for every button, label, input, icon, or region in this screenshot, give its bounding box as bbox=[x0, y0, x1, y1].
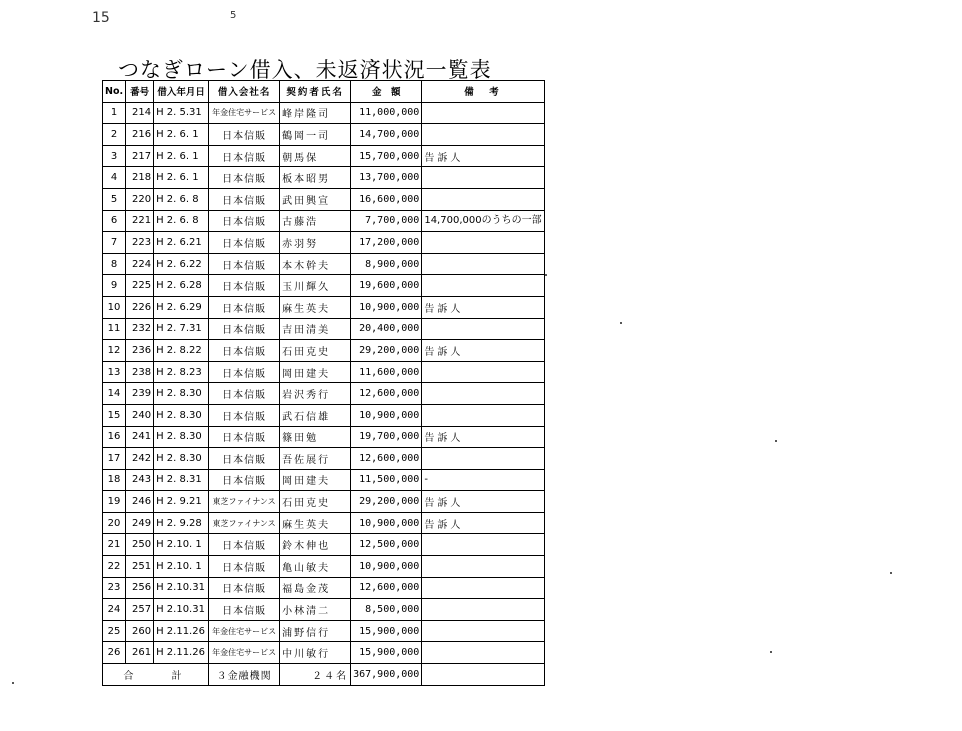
table-row bbox=[103, 577, 545, 599]
row-no: 20 bbox=[103, 512, 126, 534]
row-contractor: 小林清二 bbox=[280, 599, 351, 621]
row-amount: 19,700,000 bbox=[351, 426, 422, 448]
document-title: つなぎローン借入、未返済状況一覧表 bbox=[118, 58, 492, 82]
row-contractor: 武田興宣 bbox=[280, 188, 351, 210]
row-company: 日本信販 bbox=[209, 253, 280, 275]
row-note bbox=[422, 232, 544, 254]
row-no: 4 bbox=[103, 167, 126, 189]
row-amount: 11,000,000 bbox=[351, 102, 422, 124]
row-company: 東芝ファイナンス bbox=[209, 512, 280, 534]
row-note bbox=[422, 620, 544, 642]
row-number: 226 bbox=[126, 296, 154, 318]
row-no: 1 bbox=[103, 102, 126, 124]
row-company: 日本信販 bbox=[209, 232, 280, 254]
row-contractor: 赤羽努 bbox=[280, 232, 351, 254]
row-no: 3 bbox=[103, 145, 126, 167]
row-amount: 29,200,000 bbox=[351, 491, 422, 513]
row-date: H 2. 6. 8 bbox=[154, 188, 209, 210]
row-no: 2 bbox=[103, 124, 126, 146]
row-amount: 12,500,000 bbox=[351, 534, 422, 556]
table-row bbox=[103, 232, 545, 254]
row-number: 261 bbox=[126, 642, 154, 664]
row-contractor: 麻生英夫 bbox=[280, 296, 351, 318]
row-amount: 19,600,000 bbox=[351, 275, 422, 297]
table-row bbox=[103, 404, 545, 426]
row-company: 年金住宅サービス bbox=[209, 642, 280, 664]
row-company: 日本信販 bbox=[209, 296, 280, 318]
row-date: H 2. 7.31 bbox=[154, 318, 209, 340]
row-amount: 10,900,000 bbox=[351, 512, 422, 534]
row-company: 日本信販 bbox=[209, 556, 280, 578]
row-number: 241 bbox=[126, 426, 154, 448]
row-number: 242 bbox=[126, 448, 154, 470]
row-amount: 15,900,000 bbox=[351, 642, 422, 664]
row-number: 249 bbox=[126, 512, 154, 534]
row-no: 5 bbox=[103, 188, 126, 210]
row-date: H 2. 6.22 bbox=[154, 253, 209, 275]
row-date: H 2. 8.30 bbox=[154, 383, 209, 405]
row-contractor: 岡田建夫 bbox=[280, 361, 351, 383]
row-contractor: 篠田勉 bbox=[280, 426, 351, 448]
row-note bbox=[422, 599, 544, 621]
header-contractor: 契約者氏名 bbox=[280, 81, 351, 103]
row-number: 223 bbox=[126, 232, 154, 254]
row-contractor: 亀山敏夫 bbox=[280, 556, 351, 578]
row-number: 224 bbox=[126, 253, 154, 275]
row-amount: 29,200,000 bbox=[351, 340, 422, 362]
loan-ledger-table bbox=[102, 80, 545, 686]
table-row bbox=[103, 556, 545, 578]
row-no: 22 bbox=[103, 556, 126, 578]
row-amount: 8,900,000 bbox=[351, 253, 422, 275]
table-row bbox=[103, 448, 545, 470]
row-no: 17 bbox=[103, 448, 126, 470]
row-amount: 14,700,000 bbox=[351, 124, 422, 146]
row-number: 260 bbox=[126, 620, 154, 642]
row-number: 218 bbox=[126, 167, 154, 189]
row-company: 日本信販 bbox=[209, 577, 280, 599]
row-date: H 2.10.31 bbox=[154, 577, 209, 599]
row-company: 東芝ファイナンス bbox=[209, 491, 280, 513]
row-amount: 13,700,000 bbox=[351, 167, 422, 189]
row-amount: 20,400,000 bbox=[351, 318, 422, 340]
row-note bbox=[422, 124, 544, 146]
table-row bbox=[103, 275, 545, 297]
row-note bbox=[422, 167, 544, 189]
table-row bbox=[103, 124, 545, 146]
row-no: 9 bbox=[103, 275, 126, 297]
table-row bbox=[103, 167, 545, 189]
row-number: 239 bbox=[126, 383, 154, 405]
row-no: 18 bbox=[103, 469, 126, 491]
row-company: 日本信販 bbox=[209, 124, 280, 146]
row-company: 日本信販 bbox=[209, 318, 280, 340]
total-institutions: ３金融機関 bbox=[209, 664, 280, 686]
row-note: 告訴人 bbox=[422, 296, 544, 318]
table-row bbox=[103, 188, 545, 210]
row-note bbox=[422, 188, 544, 210]
row-contractor: 本木幹夫 bbox=[280, 253, 351, 275]
row-date: H 2. 8.31 bbox=[154, 469, 209, 491]
row-company: 日本信販 bbox=[209, 275, 280, 297]
row-date: H 2.10. 1 bbox=[154, 556, 209, 578]
table-row bbox=[103, 296, 545, 318]
row-number: 256 bbox=[126, 577, 154, 599]
scan-speck bbox=[775, 440, 777, 442]
row-note bbox=[422, 448, 544, 470]
row-no: 25 bbox=[103, 620, 126, 642]
row-company: 日本信販 bbox=[209, 534, 280, 556]
row-note: - bbox=[422, 469, 544, 491]
row-contractor: 石田克史 bbox=[280, 340, 351, 362]
row-contractor: 石田克史 bbox=[280, 491, 351, 513]
row-amount: 12,600,000 bbox=[351, 383, 422, 405]
header-no: No. bbox=[103, 81, 126, 103]
total-row bbox=[103, 664, 545, 686]
row-contractor: 麻生英夫 bbox=[280, 512, 351, 534]
row-company: 日本信販 bbox=[209, 426, 280, 448]
table-row bbox=[103, 361, 545, 383]
header-number: 番号 bbox=[126, 81, 154, 103]
row-company: 日本信販 bbox=[209, 210, 280, 232]
row-note bbox=[422, 253, 544, 275]
row-company: 日本信販 bbox=[209, 188, 280, 210]
row-number: 214 bbox=[126, 102, 154, 124]
scan-speck bbox=[620, 322, 622, 324]
scan-speck bbox=[12, 682, 14, 684]
row-number: 220 bbox=[126, 188, 154, 210]
total-persons: ２４名 bbox=[280, 664, 351, 686]
row-no: 7 bbox=[103, 232, 126, 254]
table-body bbox=[103, 102, 545, 663]
row-no: 16 bbox=[103, 426, 126, 448]
table-row bbox=[103, 491, 545, 513]
table-row bbox=[103, 145, 545, 167]
row-date: H 2. 8.30 bbox=[154, 404, 209, 426]
row-note: 告訴人 bbox=[422, 512, 544, 534]
row-amount: 15,700,000 bbox=[351, 145, 422, 167]
row-contractor: 玉川輝久 bbox=[280, 275, 351, 297]
row-amount: 8,500,000 bbox=[351, 599, 422, 621]
row-no: 12 bbox=[103, 340, 126, 362]
row-number: 225 bbox=[126, 275, 154, 297]
header-date: 借入年月日 bbox=[154, 81, 209, 103]
row-contractor: 鈴木伸也 bbox=[280, 534, 351, 556]
row-note: 告訴人 bbox=[422, 426, 544, 448]
row-no: 6 bbox=[103, 210, 126, 232]
row-note bbox=[422, 361, 544, 383]
row-number: 238 bbox=[126, 361, 154, 383]
header-company: 借入会社名 bbox=[209, 81, 280, 103]
row-company: 日本信販 bbox=[209, 448, 280, 470]
row-note bbox=[422, 642, 544, 664]
row-date: H 2.11.26 bbox=[154, 620, 209, 642]
row-company: 日本信販 bbox=[209, 340, 280, 362]
row-amount: 7,700,000 bbox=[351, 210, 422, 232]
table-row bbox=[103, 383, 545, 405]
row-note bbox=[422, 102, 544, 124]
row-company: 日本信販 bbox=[209, 404, 280, 426]
row-company: 日本信販 bbox=[209, 361, 280, 383]
table-row bbox=[103, 599, 545, 621]
row-date: H 2. 6. 1 bbox=[154, 124, 209, 146]
row-note bbox=[422, 556, 544, 578]
row-contractor: 峰岸隆司 bbox=[280, 102, 351, 124]
row-contractor: 板本昭男 bbox=[280, 167, 351, 189]
row-number: 221 bbox=[126, 210, 154, 232]
total-amount: 367,900,000 bbox=[351, 664, 422, 686]
row-note bbox=[422, 318, 544, 340]
row-date: H 2. 9.21 bbox=[154, 491, 209, 513]
row-number: 232 bbox=[126, 318, 154, 340]
table-row bbox=[103, 253, 545, 275]
row-date: H 2.10.31 bbox=[154, 599, 209, 621]
row-no: 23 bbox=[103, 577, 126, 599]
row-number: 240 bbox=[126, 404, 154, 426]
row-no: 24 bbox=[103, 599, 126, 621]
row-date: H 2.10. 1 bbox=[154, 534, 209, 556]
row-number: 257 bbox=[126, 599, 154, 621]
row-date: H 2. 6.21 bbox=[154, 232, 209, 254]
total-note bbox=[422, 664, 544, 686]
row-date: H 2. 6. 1 bbox=[154, 167, 209, 189]
row-amount: 10,900,000 bbox=[351, 296, 422, 318]
row-contractor: 朝馬保 bbox=[280, 145, 351, 167]
row-no: 21 bbox=[103, 534, 126, 556]
scan-speck bbox=[890, 572, 892, 574]
row-contractor: 岩沢秀行 bbox=[280, 383, 351, 405]
row-number: 217 bbox=[126, 145, 154, 167]
row-note bbox=[422, 383, 544, 405]
row-number: 250 bbox=[126, 534, 154, 556]
row-amount: 11,600,000 bbox=[351, 361, 422, 383]
table-row bbox=[103, 620, 545, 642]
table-row bbox=[103, 426, 545, 448]
row-contractor: 鶴岡一司 bbox=[280, 124, 351, 146]
row-no: 26 bbox=[103, 642, 126, 664]
table-row bbox=[103, 512, 545, 534]
row-number: 243 bbox=[126, 469, 154, 491]
row-date: H 2. 8.30 bbox=[154, 448, 209, 470]
scan-mark-left: 15 bbox=[92, 10, 110, 26]
row-contractor: 中川敏行 bbox=[280, 642, 351, 664]
row-date: H 2. 8.23 bbox=[154, 361, 209, 383]
total-label: 合 計 bbox=[103, 664, 209, 686]
row-note bbox=[422, 577, 544, 599]
table-row bbox=[103, 642, 545, 664]
scan-mark-right: 5 bbox=[230, 10, 237, 21]
row-date: H 2. 8.30 bbox=[154, 426, 209, 448]
row-amount: 11,500,000 bbox=[351, 469, 422, 491]
row-amount: 12,600,000 bbox=[351, 448, 422, 470]
row-date: H 2. 6.29 bbox=[154, 296, 209, 318]
row-note bbox=[422, 534, 544, 556]
row-no: 10 bbox=[103, 296, 126, 318]
row-amount: 16,600,000 bbox=[351, 188, 422, 210]
row-number: 246 bbox=[126, 491, 154, 513]
row-no: 8 bbox=[103, 253, 126, 275]
row-company: 年金住宅サービス bbox=[209, 102, 280, 124]
row-date: H 2. 9.28 bbox=[154, 512, 209, 534]
row-amount: 12,600,000 bbox=[351, 577, 422, 599]
row-no: 19 bbox=[103, 491, 126, 513]
row-date: H 2. 6. 1 bbox=[154, 145, 209, 167]
row-note: 14,700,000のうちの一部 bbox=[422, 210, 544, 232]
table-row bbox=[103, 102, 545, 124]
header-note: 備 考 bbox=[422, 81, 544, 103]
table-row bbox=[103, 318, 545, 340]
row-number: 251 bbox=[126, 556, 154, 578]
row-company: 日本信販 bbox=[209, 145, 280, 167]
row-note: 告訴人 bbox=[422, 491, 544, 513]
scan-speck bbox=[545, 274, 547, 276]
table-row bbox=[103, 469, 545, 491]
row-contractor: 浦野信行 bbox=[280, 620, 351, 642]
table-header-row bbox=[103, 81, 545, 103]
row-contractor: 吉田清美 bbox=[280, 318, 351, 340]
row-company: 日本信販 bbox=[209, 599, 280, 621]
row-date: H 2. 8.22 bbox=[154, 340, 209, 362]
row-date: H 2. 6.28 bbox=[154, 275, 209, 297]
row-company: 年金住宅サービス bbox=[209, 620, 280, 642]
header-amount: 金 額 bbox=[351, 81, 422, 103]
row-contractor: 福島金茂 bbox=[280, 577, 351, 599]
row-contractor: 岡田建夫 bbox=[280, 469, 351, 491]
table-row bbox=[103, 340, 545, 362]
row-amount: 17,200,000 bbox=[351, 232, 422, 254]
row-note bbox=[422, 275, 544, 297]
row-amount: 10,900,000 bbox=[351, 556, 422, 578]
row-date: H 2.11.26 bbox=[154, 642, 209, 664]
row-note: 告訴人 bbox=[422, 340, 544, 362]
row-note: 告訴人 bbox=[422, 145, 544, 167]
row-no: 15 bbox=[103, 404, 126, 426]
row-contractor: 古藤浩 bbox=[280, 210, 351, 232]
row-no: 14 bbox=[103, 383, 126, 405]
row-note bbox=[422, 404, 544, 426]
row-contractor: 吾佐展行 bbox=[280, 448, 351, 470]
row-amount: 10,900,000 bbox=[351, 404, 422, 426]
row-company: 日本信販 bbox=[209, 383, 280, 405]
scan-speck bbox=[770, 651, 772, 653]
row-no: 13 bbox=[103, 361, 126, 383]
row-contractor: 武石信雄 bbox=[280, 404, 351, 426]
row-date: H 2. 6. 8 bbox=[154, 210, 209, 232]
row-no: 11 bbox=[103, 318, 126, 340]
table-row bbox=[103, 534, 545, 556]
row-number: 236 bbox=[126, 340, 154, 362]
row-company: 日本信販 bbox=[209, 167, 280, 189]
table-row bbox=[103, 210, 545, 232]
row-amount: 15,900,000 bbox=[351, 620, 422, 642]
row-number: 216 bbox=[126, 124, 154, 146]
row-date: H 2. 5.31 bbox=[154, 102, 209, 124]
row-company: 日本信販 bbox=[209, 469, 280, 491]
